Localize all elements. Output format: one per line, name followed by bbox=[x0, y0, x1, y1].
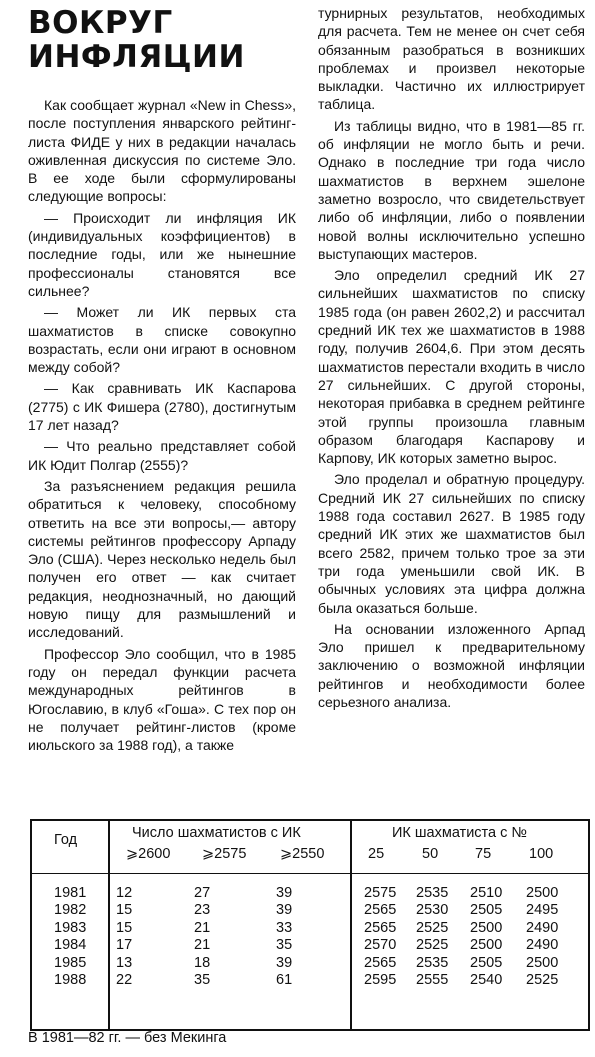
table-cell: 13 bbox=[116, 954, 133, 971]
table-cell: 23 bbox=[194, 902, 211, 919]
header-rating-group: ИК шахматиста с № bbox=[392, 825, 527, 841]
table-cell: 2500 bbox=[526, 954, 559, 971]
table-cell: 2525 bbox=[526, 972, 559, 988]
title-line-1: ВОКРУГ bbox=[28, 5, 173, 41]
table-cell: 15 bbox=[116, 919, 133, 936]
table-cell: 2595 bbox=[364, 972, 397, 988]
left-paragraph: За разъяснением редакция решила обратиться к человеку, способному ответить на все эти вопросы,— автору системы рейтингов профессору Арпаду Эло (США). Через несколько недель был получен его ответ — как считает редакция, неоднозначный, но дающий новую пищу для размышлений и исследований. bbox=[28, 477, 296, 641]
header-count-col: ⩾2575 bbox=[202, 846, 247, 862]
footnote: В 1981—82 гг. — без Мекинга bbox=[28, 1030, 227, 1046]
table-cell: 2525 bbox=[416, 919, 449, 936]
header-rating-col: 100 bbox=[529, 846, 554, 862]
table-cell: 17 bbox=[116, 937, 133, 954]
left-paragraph: — Происходит ли инфляция ИК (индивидуальных коэффициентов) в последние годы, или же нынешние профессионалы становятся все сильнее? bbox=[28, 209, 296, 299]
table-cell: 2510 bbox=[470, 885, 503, 901]
table-cell: 2530 bbox=[416, 902, 449, 919]
table-cell: 27 bbox=[194, 885, 211, 901]
header-count-col: ⩾2550 bbox=[280, 846, 325, 862]
table-cell: 39 bbox=[276, 902, 293, 919]
title-line-2: ИНФЛЯЦИИ bbox=[28, 39, 245, 75]
table-cell-year: 1981 bbox=[54, 885, 87, 901]
table-cell: 2570 bbox=[364, 937, 397, 954]
table-cell: 39 bbox=[276, 885, 293, 901]
table-cell: 35 bbox=[194, 972, 211, 988]
table-cell: 61 bbox=[276, 972, 293, 988]
table-cell: 2535 bbox=[416, 954, 449, 971]
header-rating-col: 50 bbox=[422, 846, 439, 862]
table-cell: 21 bbox=[194, 919, 211, 936]
table-cell: 2505 bbox=[470, 954, 503, 971]
table-cell-year: 1988 bbox=[54, 972, 87, 988]
right-paragraph: Эло проделал и обратную процедуру. Средний ИК 27 сильнейших по списку 1988 года составил 2627. В 1985 году средний ИК этих же шахматистов был всего 2582, причем только трое за эти три года уменьшили свой ИК. В обычных условиях эта цифра должна была оказаться больше. bbox=[318, 471, 585, 616]
left-paragraph: — Как сравнивать ИК Каспарова (2775) с ИК Фишера (2780), достигнутым 17 лет назад? bbox=[28, 380, 296, 434]
left-paragraph: — Может ли ИК первых ста шахматистов в списке совокупно возрастать, если они играют в основном между собой? bbox=[28, 304, 296, 376]
table-divider bbox=[350, 821, 352, 1029]
rating-table bbox=[30, 819, 590, 1031]
header-year: Год bbox=[54, 832, 78, 848]
table-cell: 2500 bbox=[470, 937, 503, 954]
table-cell: 22 bbox=[116, 972, 133, 988]
table-divider bbox=[108, 821, 110, 1029]
table-cell: 2490 bbox=[526, 937, 559, 954]
table-cell-year: 1983 bbox=[54, 919, 87, 936]
left-paragraph: Как сообщает журнал «New in Chess», после поступления январского рейтинг-листа ФИДЕ у них в редакции началась оживленная дискуссия по системе Эло. В ее ходе были сформулированы следующие вопросы: bbox=[28, 97, 296, 205]
table-cell: 12 bbox=[116, 885, 133, 901]
table-cell: 15 bbox=[116, 902, 133, 919]
right-paragraph: Эло определил средний ИК 27 сильнейших шахматистов по списку 1985 года (он равен 2602,2) и рассчитал средний ИК тех же шахматистов в 1988 году, получив 2604,6. При этом десять шахматистов перестали входить в число 27 сильнейших. С другой стороны, некоторая прибавка в среднем рейтинге этой группы произошла главным образом благодаря Каспарову и Карпову, ИК которых заметно вырос. bbox=[318, 267, 585, 467]
header-rating-col: 75 bbox=[475, 846, 492, 862]
table-cell: 21 bbox=[194, 937, 211, 954]
table-cell: 18 bbox=[194, 954, 211, 971]
table-cell: 2565 bbox=[364, 954, 397, 971]
table-cell: 2565 bbox=[364, 919, 397, 936]
table-cell: 39 bbox=[276, 954, 293, 971]
right-paragraph: На основании изложенного Арпад Эло пришел к предварительному заключению о возможной инфляции рейтингов и необходимости более серьезного анализа. bbox=[318, 620, 585, 710]
table-cell-year: 1985 bbox=[54, 954, 87, 971]
article-title bbox=[28, 6, 245, 74]
table-cell: 35 bbox=[276, 937, 293, 954]
left-paragraph: Профессор Эло сообщил, что в 1985 году он передал функции расчета международных рейтингов в Югославию, в клуб «Гоша». С тех пор он не получает рейтинг-листов (кроме июльского за 1988 год), а также bbox=[28, 645, 296, 754]
left-paragraph: — Что реально представляет собой ИК Юдит Полгар (2555)? bbox=[28, 438, 296, 473]
table-cell-year: 1984 bbox=[54, 937, 87, 954]
table-cell: 2555 bbox=[416, 972, 449, 988]
right-column bbox=[318, 4, 585, 711]
table-cell: 2490 bbox=[526, 919, 559, 936]
table-cell: 2535 bbox=[416, 885, 449, 901]
table-cell: 2505 bbox=[470, 902, 503, 919]
header-count-col: ⩾2600 bbox=[126, 846, 171, 862]
table-cell: 2525 bbox=[416, 937, 449, 954]
table-cell: 2500 bbox=[526, 885, 559, 901]
header-count-group: Число шахматистов с ИК bbox=[132, 825, 301, 841]
table-cell: 2565 bbox=[364, 902, 397, 919]
right-paragraph: Из таблицы видно, что в 1981—85 гг. об инфляции не могло быть и речи. Однако в последние три года число шахматистов в верхнем эшелоне заметно возросло, что свидетельствует либо об инфляции, либо о появлении новой волны исключительно успешно выступающих мастеров. bbox=[318, 117, 585, 262]
left-column bbox=[28, 96, 296, 754]
table-cell: 2540 bbox=[470, 972, 503, 988]
table-cell: 2495 bbox=[526, 902, 559, 919]
table-cell: 33 bbox=[276, 919, 293, 936]
header-rating-col: 25 bbox=[368, 846, 385, 862]
table-cell: 2500 bbox=[470, 919, 503, 936]
table-cell-year: 1982 bbox=[54, 902, 87, 919]
table-cell: 2575 bbox=[364, 885, 397, 901]
right-paragraph: турнирных результатов, необходимых для расчета. Тем не менее он счет себя обязанным разобраться в возникших проблемах и произвел некоторые выкладки. Частично их иллюстрирует таблица. bbox=[318, 5, 585, 113]
